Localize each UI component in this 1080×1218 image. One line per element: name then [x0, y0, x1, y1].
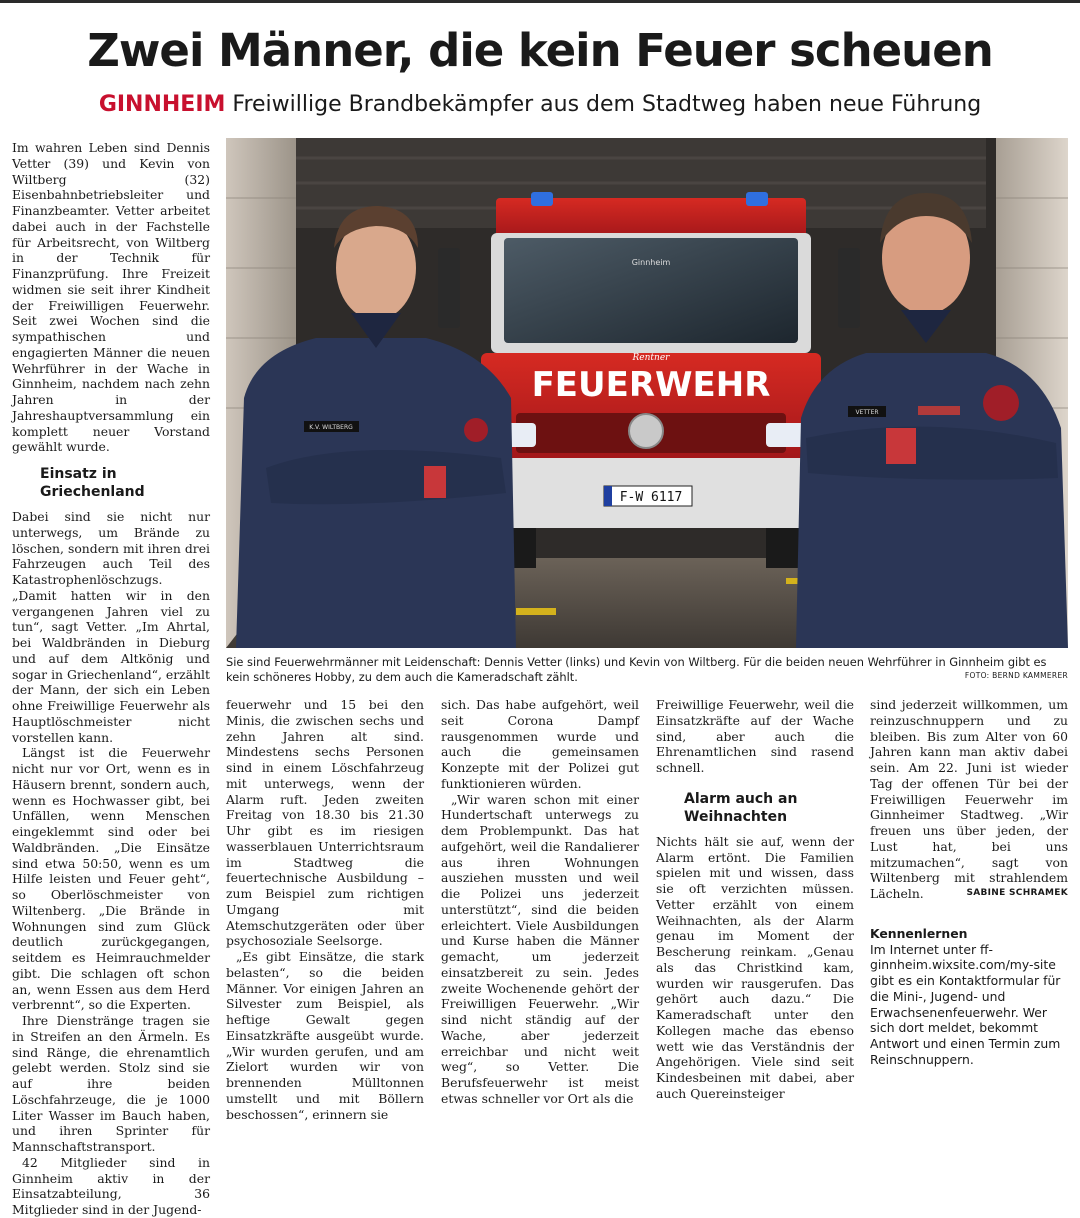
- column-1: [12, 140, 210, 1218]
- truck-unit-place: Ginnheim: [631, 258, 671, 267]
- paragraph: feuerwehr und 15 bei den Minis, die zwischen sechs und zehn Jahren alt sind. Mindestens sechs Personen sind in einem Löschfahrzeug mit unterwegs, wenn der Alarm ruft. Jeden zweiten Freitag von 18.30 bis 21.30 Uhr gibt es im riesigen wasserblauen Unterrichtsraum im Stadtweg die feuertechnische Ausbildung – zum Beispiel zum richtigen Umgang mit Atemschutzgeräten oder über psychosoziale Seelsorge.: [226, 697, 424, 949]
- article-subheadline: [0, 92, 1080, 117]
- paragraph: „Wir waren schon mit einer Hundertschaft unterwegs zu dem Problempunkt. Das hat aufgehört, weil die Randalierer aus ihren Wohnungen ausziehen mussten und weil die Polizei uns jederzeit unterstützt“, sind die beiden erleichtert. Viele Ausbildungen und Kurse haben die Männer gemacht, um jederzeit einsatzbereit zu sein. Jedes zweite Wochenende gehört der Freiwilligen Feuerwehr. „Wir sind nicht ständig auf der Wache, aber jederzeit erreichbar und nicht weit weg“, so Vetter. Die Berufsfeuerwehr ist meist etwas schneller vor Ort als die: [441, 791, 639, 1106]
- article-photo: [226, 138, 1068, 648]
- paragraph: sich. Das habe aufgehört, weil seit Corona Dampf rausgenommen wurde und auch die gemeinsamen Konzepte mit der Polizei gut funktionieren würden.: [441, 697, 639, 791]
- paragraph: „Es gibt Einsätze, die stark belasten“, so die beiden Männer. Vor einigen Jahren an Silvester zum Beispiel, als heftige Gewalt gegen Einsatzkräfte ausgeübt wurde. „Wir wurden gerufen, und am Zielort wurden wir von brennenden Mülltonnen umstellt und mit Böllern beschossen“, erinnern sie: [226, 949, 424, 1122]
- info-box-title: Kennenlernen: [870, 925, 968, 941]
- subheadline-text: Freiwillige Brandbekämpfer aus dem Stadtweg haben neue Führung: [232, 92, 982, 117]
- truck-label: FEUERWEHR: [531, 365, 771, 405]
- truck-license-plate: F-W 6117: [619, 490, 683, 505]
- info-box-text: Im Internet unter ff-ginnheim.wixsite.com/my-site gibt es ein Kontaktformular für die Mini-, Jugend- und Erwachsenenfeuerwehr. Wer sich dort meldet, bekommt Antwort und einen Termin zum Reinschnuppern.: [870, 941, 1061, 1067]
- paragraph: Nichts hält sie auf, wenn der Alarm ertönt. Die Familien spielen mit und wissen, dass sie oft verzichten müssen. Vetter erzählt von einem Weihnachten, als der Alarm genau im Moment der Bescherung reinkam. „Genau als das Christkind kam, wurden wir rausgerufen. Das gehört auch dazu.“ Die Kameradschaft unter den Kollegen mache das ebenso wett wie das Verständnis der Angehörigen. Viele sind seit Kindesbeinen mit dabei, aber auch Quereinsteiger: [656, 833, 854, 1101]
- paragraph-text: sind jederzeit willkommen, um reinzuschnuppern und zu bleiben. Bis zum Alter von 60 Jahren kann man aktiv dabei sein. Am 22. Juni ist wieder Tag der offenen Tür bei der Freiwilligen Feuerwehr im Ginnheimer Stadtweg. „Wir freuen uns über jeden, der Lust hat, bei uns mitzumachen“, sagt von Wiltenberg mit strahlendem Lächeln.: [870, 697, 1068, 901]
- article-headline: Zwei Männer, die kein Feuer scheuen: [87, 24, 993, 77]
- photo-firefighters-truck: [226, 138, 1068, 648]
- top-rule: [0, 0, 1080, 3]
- photo-credit: FOTO: BERND KAMMERER: [964, 671, 1068, 680]
- column-4: [656, 697, 854, 1102]
- name-badge-left: K.V. WILTBERG: [309, 424, 353, 431]
- column-3: [441, 697, 639, 1107]
- column-5: [870, 697, 1068, 1068]
- paragraph: 42 Mitglieder sind in Ginnheim aktiv in der Einsatzabteilung, 36 Mitglieder sind in der Jugend-: [12, 1154, 210, 1217]
- name-badge-right: VETTER: [855, 409, 879, 416]
- photo-caption: Sie sind Feuerwehrmänner mit Leidenschaft: Dennis Vetter (links) und Kevin von Wiltberg. Für die beiden neuen Wehrführer in Ginnheim gibt es kein schöneres Hobby, zu dem auch die Kameradschaft zählt.: [226, 655, 1047, 684]
- paragraph: Längst ist die Feuerwehr nicht nur vor Ort, wenn es in Häusern brennt, sondern auch, wenn es Hochwasser gibt, bei Unfällen, wenn Menschen eingeklemmt sind oder bei Waldbränden. „Die Einsätze sind etwa 50:50, wenn es um Hilfe leisten und Feuer geht“, so Oberlöschmeister von Wiltenberg. „Die Brände in Wohnungen sind zum Glück deutlich zurückgegangen, seitdem es Heimrauchmelder gibt. Die schlagen oft schon an, wenn Essen aus dem Herd verbrennt“, so die Experten.: [12, 745, 210, 1013]
- paragraph: Dabei sind sie nicht nur unterwegs, um Brände zu löschen, sondern mit ihren drei Fahrzeugen auch Teil des Katastrophenlöschzugs. „Damit hatten wir in den vergangenen Jahren viel zu tun“, sagt Vetter. „Im Ahrtal, bei Waldbränden in Dieburg und auf dem Altkönig und sogar in Griechenland“, erzählt der Mann, der sich ein Leben ohne Freiwillige Feuerwehr als Hauptlöschmeister nicht vorstellen kann.: [12, 509, 210, 745]
- paragraph: Ihre Dienstränge tragen sie in Streifen an den Ärmeln. Es sind Ränge, die ehrenamtlich gelebt werden. Stolz sind sie auf ihre beiden Löschfahrzeuge, die je 1000 Liter Wasser im Bauch haben, und ihren Sprinter für Mannschaftstransport.: [12, 1013, 210, 1154]
- section-heading: Einsatz in Griechenland: [40, 466, 145, 500]
- info-box: [870, 926, 1068, 1068]
- paragraph: [870, 697, 1068, 902]
- kicker-location: GINNHEIM: [98, 92, 226, 117]
- truck-brand: Rentner: [632, 353, 670, 363]
- paragraph: Freiwillige Feuerwehr, weil die Einsatzkräfte auf der Wache sind, aber auch die Ehrenamtlichen sind rasend schnell.: [656, 697, 854, 775]
- paragraph: Im wahren Leben sind Dennis Vetter (39) und Kevin von Wiltberg (32) Eisenbahnbetriebsleiter und Finanzbeamter. Vetter arbeitet dabei auch in der Fachstelle für Arbeitsrecht, von Wiltberg in der Technik für Finanzprüfung. Ihre Freizeit widmen sie seit ihrer Kindheit der Freiwilligen Feuerwehr. Seit zwei Wochen sind die sympathischen und engagierten Männer die neuen Wehrführer in der Wache in Ginnheim, nachdem nach zehn Jahren in der Jahreshauptversammlung ein komplett neuer Vorstand gewählt wurde.: [12, 140, 210, 455]
- column-2: [226, 697, 424, 1122]
- author-byline: SABINE SCHRAMEK: [966, 888, 1068, 898]
- section-heading: Alarm auch an Weihnachten: [684, 790, 798, 825]
